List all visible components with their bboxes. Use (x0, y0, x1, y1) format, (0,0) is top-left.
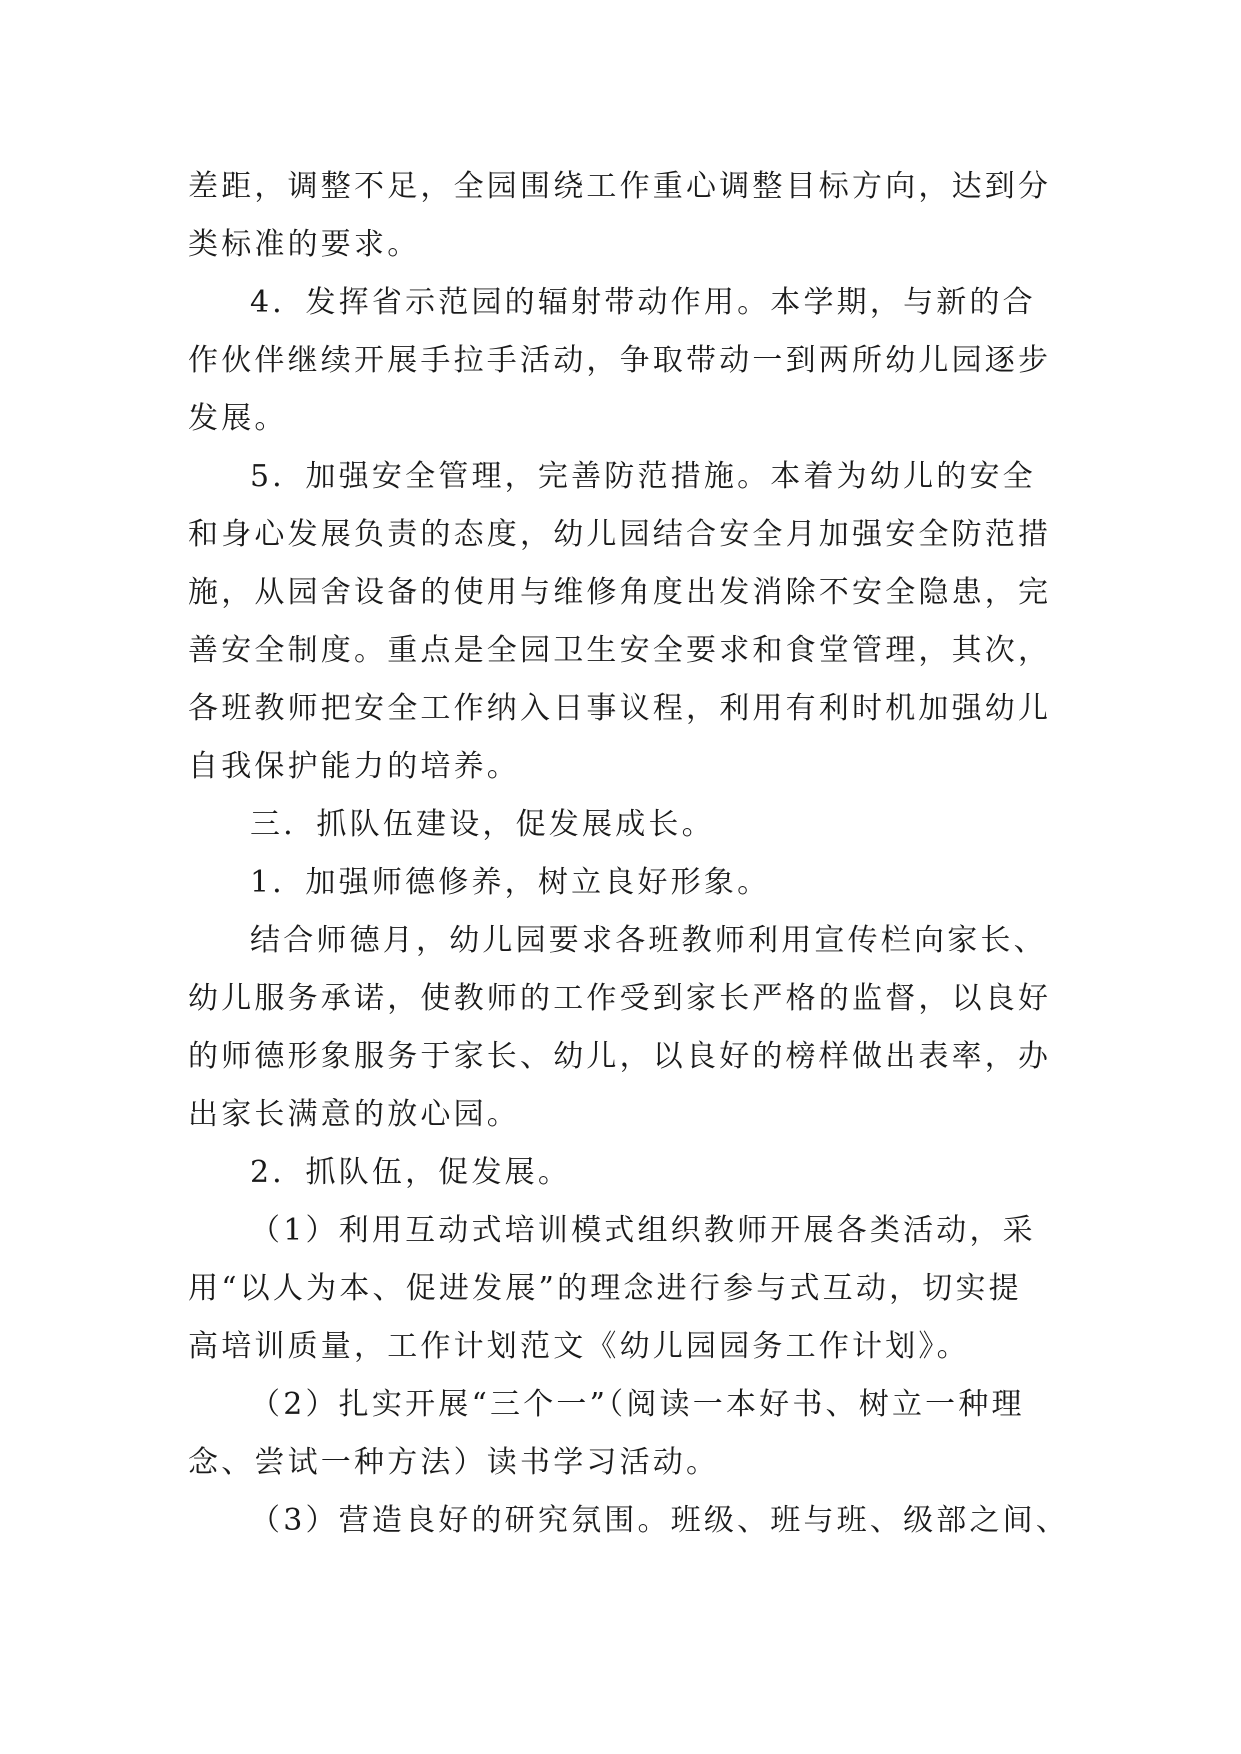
paragraph-first-line: （1）利用互动式培训模式组织教师开展各类活动，采 (250, 1213, 1036, 1248)
paragraph-line: 善安全制度。重点是全园卫生安全要求和食堂管理，其次， (188, 633, 1052, 668)
paragraph-line: 施，从园舍设备的使用与维修角度出发消除不安全隐患，完 (188, 575, 1052, 610)
paragraph-line: 作伙伴继续开展手拉手活动，争取带动一到两所幼儿园逐步 (188, 343, 1052, 378)
paragraph-first-line: 1．加强师德修养，树立良好形象。 (250, 865, 771, 900)
paragraph-first-line: 5．加强安全管理，完善防范措施。本着为幼儿的安全 (250, 459, 1036, 494)
paragraph-first-line: 结合师德月，幼儿园要求各班教师利用宣传栏向家长、 (250, 923, 1047, 958)
paragraph-line: 念、尝试一种方法）读书学习活动。 (188, 1445, 720, 1480)
paragraph-line: 自我保护能力的培养。 (188, 749, 520, 784)
paragraph-first-line: （3）营造良好的研究氛围。班级、班与班、级部之间、 (250, 1503, 1070, 1538)
paragraph-first-line: 2．抓队伍，促发展。 (250, 1155, 572, 1190)
paragraph-line: 幼儿服务承诺，使教师的工作受到家长严格的监督，以良好 (188, 981, 1052, 1016)
paragraph-line: 和身心发展负责的态度，幼儿园结合安全月加强安全防范措 (188, 517, 1052, 552)
paragraph-line: 高培训质量，工作计划范文《幼儿园园务工作计划》。 (188, 1329, 970, 1364)
paragraph-first-line: 三．抓队伍建设，促发展成长。 (250, 807, 715, 842)
paragraph-line: 用“以人为本、促进发展”的理念进行参与式互动，切实提 (188, 1271, 1022, 1306)
paragraph-line: 各班教师把安全工作纳入日事议程，利用有利时机加强幼儿 (188, 691, 1052, 726)
paragraph-line: 类标准的要求。 (188, 227, 421, 262)
body-text (188, 158, 1068, 1550)
paragraph-line: 差距，调整不足，全园围绕工作重心调整目标方向，达到分 (188, 169, 1052, 204)
paragraph-first-line: （2）扎实开展“三个一”（阅读一本好书、树立一种理 (250, 1387, 1025, 1422)
paragraph-line: 发展。 (188, 401, 288, 436)
paragraph-line: 出家长满意的放心园。 (188, 1097, 520, 1132)
paragraph-line: 的师德形象服务于家长、幼儿，以良好的榜样做出表率，办 (188, 1039, 1052, 1074)
paragraph-first-line: 4．发挥省示范园的辐射带动作用。本学期，与新的合 (250, 285, 1036, 320)
